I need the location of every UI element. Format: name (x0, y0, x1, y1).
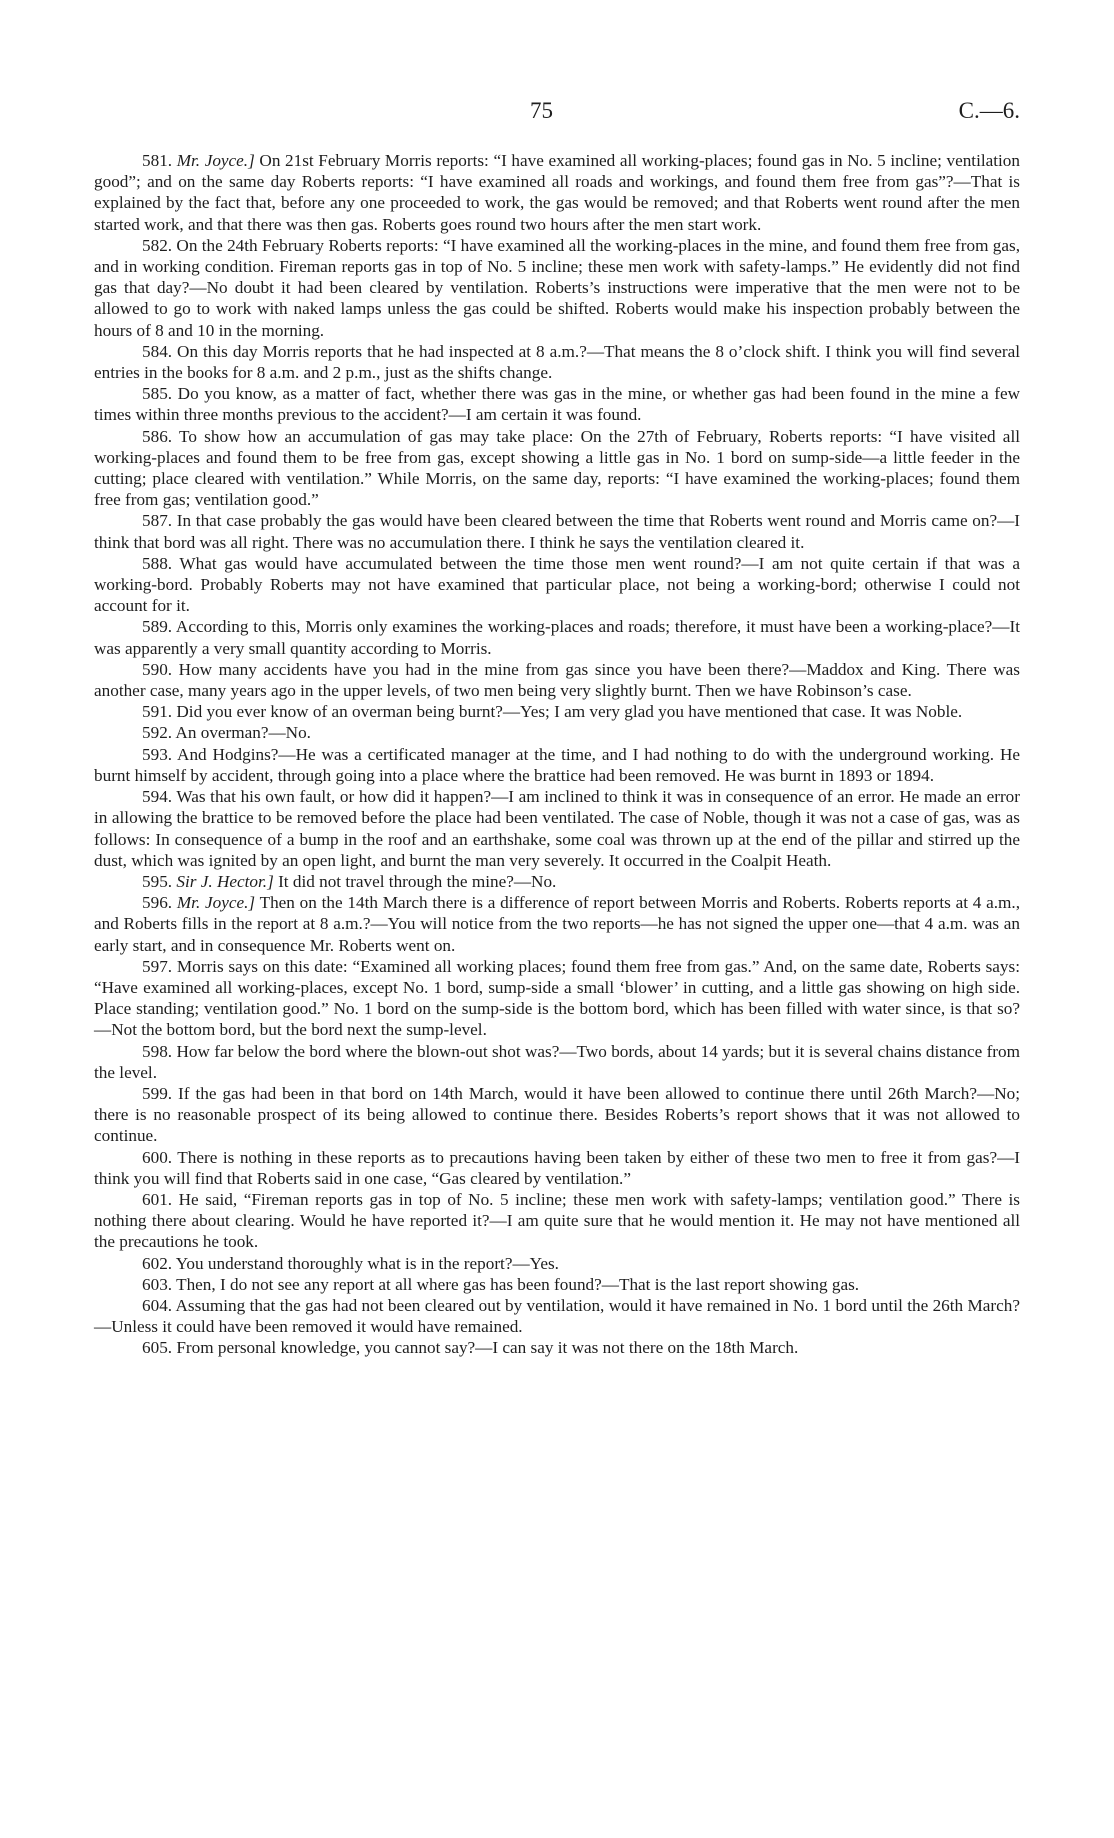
paragraph-number: 582. (142, 235, 173, 255)
paragraph-text: To show how an accumulation of gas may take place: On the 27th of February, Roberts reports: “I have visited all working-places and found them to be free from gas, except showing a little gas in No. 1 bord on sump-side—a little feeder in the cutting; place cleared with ventilation.” While Morris, on the same day, reports: “I have examined the working-places; found them free from gas; ventilation good.” (94, 426, 1020, 510)
paragraph-text: You understand thoroughly what is in the report?—Yes. (172, 1253, 559, 1273)
paragraph (94, 1041, 1020, 1083)
paragraph (94, 383, 1020, 425)
paragraph (94, 1189, 1020, 1253)
paragraph-number: 581. (142, 151, 173, 170)
paragraph-text: Then on the 14th March there is a difference of report between Morris and Roberts. Roberts reports at 4 a.m., and Roberts fills in the report at 8 a.m.?—You will notice from the two reports—he has not signed the upper one—that 4 a.m. was an early start, and in consequence Mr. Roberts went on. (94, 893, 1020, 955)
paragraph-number: 597. (142, 956, 173, 976)
page-number: 75 (530, 98, 553, 123)
paragraph-text: Do you know, as a matter of fact, whether there was gas in the mine, or whether gas had been found in the mine a few times within three months previous to the accident?—I am certain it was found. (94, 384, 1020, 425)
paragraph (94, 659, 1020, 701)
paragraph-number: 596. (142, 893, 173, 913)
paragraph-text: According to this, Morris only examines the working-places and roads; therefore, it must have been a working-place?—It was apparently a very small quantity according to Morris. (94, 617, 1020, 658)
paragraph (94, 150, 1020, 235)
paragraph-number: 604. (142, 1295, 173, 1315)
paragraph-text: How many accidents have you had in the mine from gas since you have been there?—Maddox and King. There was another case, many years ago in the upper levels, of two men being very slightly burnt. Then we have Robinson’s case. (94, 659, 1020, 701)
paragraph-number: 594. (142, 787, 173, 807)
paragraph (94, 341, 1020, 383)
paragraph-text: How far below the bord where the blown-out shot was?—Two bords, about 14 yards; but it is several chains distance from the level. (94, 1041, 1020, 1082)
paragraph-text: Did you ever know of an overman being burnt?—Yes; I am very glad you have mentioned that case. It was Noble. (172, 702, 963, 722)
paragraph (94, 871, 1020, 892)
paragraph-number: 587. (142, 511, 173, 531)
paragraph-text: On the 24th February Roberts reports: “I have examined all the working-places in the mine, and found them free from gas, and in working condition. Fireman reports gas in top of No. 5 incline; these men work with safety-lamps.” He evidently did not find gas that day?—No doubt it had been cleared by ventilation. Roberts’s instructions were imperative that the men were not to be allowed to go to work with naked lamps unless the gas could be shifted. Roberts would make his inspection probably between the hours of 8 and 10 in the morning. (94, 235, 1020, 340)
paragraph-number: 598. (142, 1041, 173, 1061)
paragraph-number: 602. (142, 1253, 173, 1273)
paragraph-text: If the gas had been in that bord on 14th March, would it have been allowed to continue there until 26th March?—No; there is no reasonable prospect of its being allowed to continue there. Besides Roberts’s report shows that it was not allowed to continue. (94, 1083, 1020, 1146)
paragraph-text: On this day Morris reports that he had inspected at 8 a.m.?—That means the 8 o’clock shift. I think you will find several entries in the books for 8 a.m. and 2 p.m., just as the shifts change. (94, 341, 1020, 383)
paragraph-number: 603. (142, 1274, 173, 1294)
paragraph-text: There is nothing in these reports as to precautions having been taken by either of these two men to free it from gas?—I think you will find that Roberts said in one case, “Gas cleared by ventilation.” (94, 1147, 1020, 1188)
paragraph-number: 600. (142, 1147, 173, 1167)
paragraph-number: 593. (142, 744, 173, 764)
paragraph-number: 585. (142, 384, 173, 404)
paragraph (94, 1274, 1020, 1295)
paragraph-text: Was that his own fault, or how did it happen?—I am inclined to think it was in consequence of an error. He made an error in allowing the brattice to be removed before the place had been ventilated. The case of Noble, though it was not a case of gas, was as follows: In consequence of a bump in the roof and an earthshake, some coal was thrown up at the end of the pillar and stirred up the dust, which was ignited by an open light, and burnt the man very severely. It occurred in the Coalpit Heath. (94, 787, 1020, 870)
paragraph (94, 510, 1020, 552)
speaker-label: Mr. Joyce.] (176, 151, 255, 170)
paragraph (94, 956, 1020, 1041)
paragraph-text: In that case probably the gas would have been cleared between the time that Roberts went round and Morris came on?—I think that bord was all right. There was no accumulation there. I think he says the ventilation cleared it. (94, 511, 1020, 552)
paragraph-number: 591. (142, 702, 173, 722)
paragraph-number: 601. (142, 1189, 173, 1209)
paragraph (94, 235, 1020, 341)
paragraph (94, 1295, 1020, 1337)
paragraph-number: 588. (142, 553, 173, 573)
paragraph (94, 786, 1020, 871)
paragraph-text: Assuming that the gas had not been cleared out by ventilation, would it have remained in No. 1 bord until the 26th March?—Unless it could have been removed it would have remained. (94, 1295, 1020, 1337)
page-header (0, 98, 1114, 128)
paragraph (94, 426, 1020, 511)
paragraph-number: 589. (142, 617, 173, 637)
paragraph (94, 722, 1020, 743)
paragraph-text: Morris says on this date: “Examined all working places; found them free from gas.” And, on the same date, Roberts says: “Have examined all working-places, except No. 1 bord, sump-side a small ‘blower’ in cutting, and a little gas showing on high side. Place standing; ventilation good.” No. 1 bord on the sump-side is the bottom bord, which has been filled with water since, is that so?—Not the bottom bord, but the bord next the sump-level. (94, 956, 1020, 1040)
paragraph (94, 1083, 1020, 1147)
paragraph-number: 605. (142, 1338, 173, 1358)
document-reference: C.—6. (958, 98, 1020, 123)
paragraph-number: 586. (142, 426, 173, 446)
paragraph (94, 701, 1020, 722)
paragraph (94, 616, 1020, 658)
paragraph-text: On 21st February Morris reports: “I have examined all working-places; found gas in No. 5 incline; ventilation good”; and on the same day Roberts reports: “I have examined all roads and workings, and found them free from gas”?—That is explained by the fact that, before any one proceeded to work, the gas would be removed; and that Roberts went round after the men started work, and that there was then gas. Roberts goes round two hours after the men start work. (94, 151, 1020, 234)
paragraph (94, 892, 1020, 956)
speaker-label: Sir J. Hector.] (176, 871, 274, 891)
paragraph (94, 1147, 1020, 1189)
paragraph-text: He said, “Fireman reports gas in top of No. 5 incline; these men work with safety-lamps; ventilation good.” There is nothing there about clearing. Would he have reported it?—I am quite sure that he would mention it. He may not have mentioned all the precautions he took. (94, 1189, 1020, 1252)
paragraph (94, 744, 1020, 786)
page-body (94, 150, 1020, 1359)
paragraph-number: 595. (142, 871, 173, 891)
paragraph-number: 599. (142, 1083, 173, 1103)
speaker-label: Mr. Joyce.] (176, 893, 256, 913)
paragraph-text: From personal knowledge, you cannot say?—I can say it was not there on the 18th March. (172, 1338, 799, 1358)
paragraph-number: 590. (142, 659, 173, 679)
paragraph-text: It did not travel through the mine?—No. (273, 871, 557, 891)
paragraph-text: An overman?—No. (172, 723, 311, 743)
paragraph-text: Then, I do not see any report at all where gas has been found?—That is the last report showing gas. (172, 1274, 860, 1294)
paragraph-text: What gas would have accumulated between the time those men went round?—I am not quite certain if that was a working-bord. Probably Roberts may not have examined that particular place, not being a working-bord; otherwise I could not account for it. (94, 553, 1020, 616)
paragraph-number: 592. (142, 723, 173, 743)
paragraph-number: 584. (142, 341, 173, 361)
paragraph (94, 553, 1020, 617)
paragraph (94, 1337, 1020, 1358)
paragraph-text: And Hodgins?—He was a certificated manager at the time, and I had nothing to do with the underground working. He burnt himself by accident, through going into a place where the brattice had been removed. He was burnt in 1893 or 1894. (94, 744, 1020, 785)
paragraph (94, 1253, 1020, 1274)
